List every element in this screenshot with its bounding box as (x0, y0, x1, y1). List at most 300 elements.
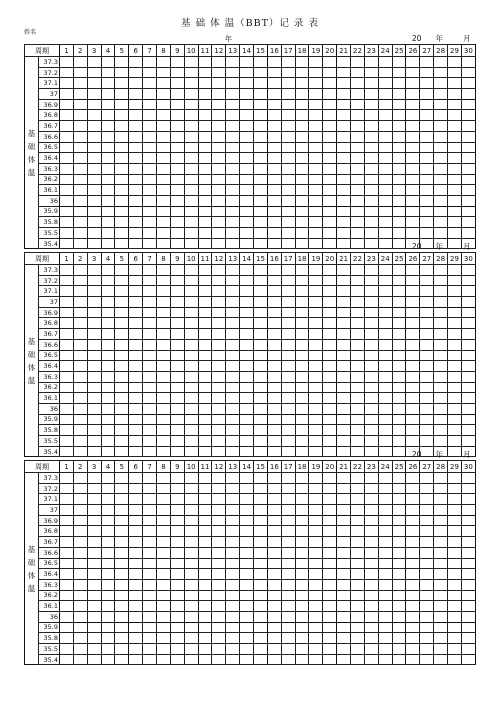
temperature-cell[interactable] (226, 174, 240, 185)
temperature-cell[interactable] (434, 217, 448, 228)
temperature-cell[interactable] (351, 195, 365, 206)
temperature-cell[interactable] (364, 318, 378, 329)
temperature-cell[interactable] (129, 110, 143, 121)
temperature-cell[interactable] (143, 526, 157, 537)
temperature-cell[interactable] (115, 446, 129, 457)
temperature-cell[interactable] (392, 307, 406, 318)
temperature-cell[interactable] (212, 494, 226, 505)
temperature-cell[interactable] (129, 195, 143, 206)
temperature-cell[interactable] (364, 286, 378, 297)
temperature-cell[interactable] (295, 425, 309, 436)
temperature-cell[interactable] (267, 537, 281, 548)
temperature-cell[interactable] (73, 297, 87, 308)
temperature-cell[interactable] (60, 275, 74, 286)
temperature-cell[interactable] (143, 644, 157, 655)
temperature-cell[interactable] (157, 174, 171, 185)
temperature-cell[interactable] (295, 265, 309, 276)
temperature-cell[interactable] (434, 537, 448, 548)
temperature-cell[interactable] (170, 206, 184, 217)
temperature-cell[interactable] (240, 361, 254, 372)
temperature-cell[interactable] (115, 286, 129, 297)
temperature-cell[interactable] (198, 195, 212, 206)
temperature-cell[interactable] (351, 297, 365, 308)
temperature-cell[interactable] (461, 473, 475, 484)
temperature-cell[interactable] (170, 371, 184, 382)
temperature-cell[interactable] (448, 601, 462, 612)
temperature-cell[interactable] (157, 633, 171, 644)
temperature-cell[interactable] (406, 142, 420, 153)
temperature-cell[interactable] (87, 446, 101, 457)
temperature-cell[interactable] (323, 436, 337, 447)
temperature-cell[interactable] (461, 644, 475, 655)
temperature-cell[interactable] (392, 361, 406, 372)
temperature-cell[interactable] (351, 569, 365, 580)
temperature-cell[interactable] (406, 403, 420, 414)
temperature-cell[interactable] (101, 206, 115, 217)
temperature-cell[interactable] (392, 446, 406, 457)
temperature-cell[interactable] (87, 526, 101, 537)
temperature-cell[interactable] (448, 547, 462, 558)
temperature-cell[interactable] (392, 163, 406, 174)
temperature-cell[interactable] (254, 537, 268, 548)
temperature-cell[interactable] (364, 371, 378, 382)
temperature-cell[interactable] (420, 590, 434, 601)
temperature-cell[interactable] (434, 297, 448, 308)
temperature-cell[interactable] (281, 611, 295, 622)
temperature-cell[interactable] (115, 67, 129, 78)
temperature-cell[interactable] (378, 110, 392, 121)
temperature-cell[interactable] (378, 601, 392, 612)
temperature-cell[interactable] (212, 446, 226, 457)
temperature-cell[interactable] (309, 275, 323, 286)
temperature-cell[interactable] (461, 195, 475, 206)
temperature-cell[interactable] (309, 163, 323, 174)
temperature-cell[interactable] (198, 446, 212, 457)
temperature-cell[interactable] (170, 622, 184, 633)
temperature-cell[interactable] (323, 393, 337, 404)
temperature-cell[interactable] (157, 547, 171, 558)
temperature-cell[interactable] (281, 590, 295, 601)
temperature-cell[interactable] (73, 654, 87, 665)
temperature-cell[interactable] (87, 163, 101, 174)
temperature-cell[interactable] (157, 644, 171, 655)
temperature-cell[interactable] (87, 473, 101, 484)
temperature-cell[interactable] (323, 329, 337, 340)
temperature-cell[interactable] (281, 238, 295, 249)
temperature-cell[interactable] (73, 526, 87, 537)
temperature-cell[interactable] (129, 473, 143, 484)
temperature-cell[interactable] (212, 339, 226, 350)
temperature-cell[interactable] (281, 329, 295, 340)
temperature-cell[interactable] (448, 350, 462, 361)
temperature-cell[interactable] (240, 371, 254, 382)
temperature-cell[interactable] (392, 579, 406, 590)
temperature-cell[interactable] (461, 121, 475, 132)
temperature-cell[interactable] (337, 537, 351, 548)
temperature-cell[interactable] (461, 483, 475, 494)
temperature-cell[interactable] (364, 361, 378, 372)
temperature-cell[interactable] (212, 57, 226, 68)
temperature-cell[interactable] (281, 265, 295, 276)
temperature-cell[interactable] (254, 361, 268, 372)
temperature-cell[interactable] (101, 78, 115, 89)
temperature-cell[interactable] (392, 473, 406, 484)
temperature-cell[interactable] (240, 142, 254, 153)
temperature-cell[interactable] (87, 633, 101, 644)
temperature-cell[interactable] (87, 558, 101, 569)
temperature-cell[interactable] (434, 275, 448, 286)
temperature-cell[interactable] (323, 579, 337, 590)
temperature-cell[interactable] (115, 611, 129, 622)
temperature-cell[interactable] (323, 142, 337, 153)
temperature-cell[interactable] (364, 350, 378, 361)
temperature-cell[interactable] (129, 537, 143, 548)
temperature-cell[interactable] (406, 318, 420, 329)
temperature-cell[interactable] (309, 238, 323, 249)
temperature-cell[interactable] (448, 153, 462, 164)
temperature-cell[interactable] (420, 622, 434, 633)
temperature-cell[interactable] (267, 89, 281, 100)
temperature-cell[interactable] (434, 425, 448, 436)
temperature-cell[interactable] (392, 329, 406, 340)
temperature-cell[interactable] (101, 275, 115, 286)
temperature-cell[interactable] (281, 569, 295, 580)
temperature-cell[interactable] (351, 558, 365, 569)
temperature-cell[interactable] (184, 569, 198, 580)
temperature-cell[interactable] (73, 228, 87, 239)
temperature-cell[interactable] (254, 436, 268, 447)
temperature-cell[interactable] (323, 494, 337, 505)
temperature-cell[interactable] (448, 206, 462, 217)
temperature-cell[interactable] (323, 505, 337, 516)
temperature-cell[interactable] (434, 339, 448, 350)
temperature-cell[interactable] (295, 579, 309, 590)
temperature-cell[interactable] (87, 547, 101, 558)
temperature-cell[interactable] (212, 414, 226, 425)
temperature-cell[interactable] (434, 361, 448, 372)
temperature-cell[interactable] (392, 611, 406, 622)
temperature-cell[interactable] (378, 611, 392, 622)
temperature-cell[interactable] (170, 361, 184, 372)
temperature-cell[interactable] (73, 89, 87, 100)
temperature-cell[interactable] (129, 142, 143, 153)
temperature-cell[interactable] (170, 414, 184, 425)
temperature-cell[interactable] (157, 78, 171, 89)
temperature-cell[interactable] (198, 307, 212, 318)
temperature-cell[interactable] (157, 217, 171, 228)
temperature-cell[interactable] (281, 350, 295, 361)
temperature-cell[interactable] (184, 265, 198, 276)
temperature-cell[interactable] (254, 195, 268, 206)
temperature-cell[interactable] (420, 163, 434, 174)
temperature-cell[interactable] (226, 206, 240, 217)
temperature-cell[interactable] (434, 318, 448, 329)
temperature-cell[interactable] (267, 78, 281, 89)
temperature-cell[interactable] (129, 329, 143, 340)
temperature-cell[interactable] (434, 547, 448, 558)
temperature-cell[interactable] (212, 275, 226, 286)
temperature-cell[interactable] (170, 57, 184, 68)
temperature-cell[interactable] (129, 601, 143, 612)
temperature-cell[interactable] (337, 174, 351, 185)
temperature-cell[interactable] (212, 286, 226, 297)
temperature-cell[interactable] (295, 318, 309, 329)
temperature-cell[interactable] (448, 110, 462, 121)
temperature-cell[interactable] (73, 110, 87, 121)
temperature-cell[interactable] (378, 195, 392, 206)
temperature-cell[interactable] (184, 99, 198, 110)
temperature-cell[interactable] (267, 473, 281, 484)
temperature-cell[interactable] (351, 339, 365, 350)
temperature-cell[interactable] (240, 654, 254, 665)
temperature-cell[interactable] (378, 393, 392, 404)
temperature-cell[interactable] (309, 265, 323, 276)
temperature-cell[interactable] (226, 654, 240, 665)
temperature-cell[interactable] (170, 275, 184, 286)
temperature-cell[interactable] (157, 99, 171, 110)
temperature-cell[interactable] (337, 185, 351, 196)
temperature-cell[interactable] (406, 371, 420, 382)
temperature-cell[interactable] (420, 206, 434, 217)
temperature-cell[interactable] (212, 403, 226, 414)
temperature-cell[interactable] (73, 446, 87, 457)
temperature-cell[interactable] (73, 436, 87, 447)
temperature-cell[interactable] (170, 403, 184, 414)
temperature-cell[interactable] (143, 228, 157, 239)
temperature-cell[interactable] (60, 297, 74, 308)
temperature-cell[interactable] (448, 473, 462, 484)
temperature-cell[interactable] (101, 611, 115, 622)
temperature-cell[interactable] (378, 425, 392, 436)
temperature-cell[interactable] (240, 526, 254, 537)
temperature-cell[interactable] (129, 633, 143, 644)
temperature-cell[interactable] (240, 339, 254, 350)
temperature-cell[interactable] (378, 339, 392, 350)
temperature-cell[interactable] (143, 238, 157, 249)
temperature-cell[interactable] (448, 275, 462, 286)
temperature-cell[interactable] (406, 633, 420, 644)
temperature-cell[interactable] (87, 382, 101, 393)
temperature-cell[interactable] (60, 78, 74, 89)
temperature-cell[interactable] (351, 537, 365, 548)
temperature-cell[interactable] (295, 275, 309, 286)
temperature-cell[interactable] (420, 339, 434, 350)
temperature-cell[interactable] (267, 153, 281, 164)
temperature-cell[interactable] (157, 350, 171, 361)
temperature-cell[interactable] (406, 515, 420, 526)
temperature-cell[interactable] (378, 483, 392, 494)
temperature-cell[interactable] (295, 371, 309, 382)
temperature-cell[interactable] (267, 350, 281, 361)
temperature-cell[interactable] (143, 217, 157, 228)
temperature-cell[interactable] (392, 537, 406, 548)
temperature-cell[interactable] (129, 622, 143, 633)
temperature-cell[interactable] (240, 195, 254, 206)
temperature-cell[interactable] (295, 436, 309, 447)
temperature-cell[interactable] (309, 142, 323, 153)
temperature-cell[interactable] (309, 286, 323, 297)
temperature-cell[interactable] (184, 142, 198, 153)
temperature-cell[interactable] (60, 121, 74, 132)
temperature-cell[interactable] (254, 371, 268, 382)
temperature-cell[interactable] (337, 633, 351, 644)
temperature-cell[interactable] (212, 526, 226, 537)
temperature-cell[interactable] (461, 569, 475, 580)
temperature-cell[interactable] (461, 110, 475, 121)
temperature-cell[interactable] (170, 153, 184, 164)
temperature-cell[interactable] (461, 228, 475, 239)
temperature-cell[interactable] (461, 174, 475, 185)
temperature-cell[interactable] (129, 526, 143, 537)
temperature-cell[interactable] (170, 590, 184, 601)
temperature-cell[interactable] (364, 339, 378, 350)
temperature-cell[interactable] (448, 163, 462, 174)
temperature-cell[interactable] (323, 121, 337, 132)
temperature-cell[interactable] (295, 494, 309, 505)
temperature-cell[interactable] (198, 569, 212, 580)
temperature-cell[interactable] (281, 78, 295, 89)
temperature-cell[interactable] (129, 494, 143, 505)
temperature-cell[interactable] (212, 195, 226, 206)
temperature-cell[interactable] (129, 275, 143, 286)
temperature-cell[interactable] (198, 547, 212, 558)
temperature-cell[interactable] (101, 436, 115, 447)
temperature-cell[interactable] (364, 425, 378, 436)
temperature-cell[interactable] (309, 297, 323, 308)
temperature-cell[interactable] (448, 265, 462, 276)
temperature-cell[interactable] (406, 361, 420, 372)
temperature-cell[interactable] (184, 89, 198, 100)
temperature-cell[interactable] (364, 483, 378, 494)
temperature-cell[interactable] (267, 654, 281, 665)
temperature-cell[interactable] (281, 339, 295, 350)
temperature-cell[interactable] (198, 131, 212, 142)
temperature-cell[interactable] (129, 558, 143, 569)
temperature-cell[interactable] (392, 371, 406, 382)
temperature-cell[interactable] (101, 89, 115, 100)
temperature-cell[interactable] (73, 329, 87, 340)
temperature-cell[interactable] (198, 110, 212, 121)
temperature-cell[interactable] (170, 228, 184, 239)
temperature-cell[interactable] (73, 590, 87, 601)
temperature-cell[interactable] (392, 99, 406, 110)
temperature-cell[interactable] (295, 515, 309, 526)
temperature-cell[interactable] (60, 110, 74, 121)
temperature-cell[interactable] (378, 350, 392, 361)
temperature-cell[interactable] (295, 382, 309, 393)
temperature-cell[interactable] (461, 206, 475, 217)
temperature-cell[interactable] (87, 403, 101, 414)
temperature-cell[interactable] (240, 537, 254, 548)
temperature-cell[interactable] (267, 121, 281, 132)
temperature-cell[interactable] (323, 601, 337, 612)
temperature-cell[interactable] (378, 329, 392, 340)
temperature-cell[interactable] (198, 163, 212, 174)
temperature-cell[interactable] (157, 436, 171, 447)
temperature-cell[interactable] (420, 217, 434, 228)
temperature-cell[interactable] (254, 505, 268, 516)
temperature-cell[interactable] (406, 67, 420, 78)
temperature-cell[interactable] (309, 558, 323, 569)
temperature-cell[interactable] (267, 494, 281, 505)
temperature-cell[interactable] (281, 414, 295, 425)
temperature-cell[interactable] (406, 217, 420, 228)
temperature-cell[interactable] (184, 350, 198, 361)
temperature-cell[interactable] (364, 505, 378, 516)
temperature-cell[interactable] (212, 238, 226, 249)
temperature-cell[interactable] (226, 526, 240, 537)
temperature-cell[interactable] (434, 99, 448, 110)
temperature-cell[interactable] (60, 611, 74, 622)
temperature-cell[interactable] (420, 558, 434, 569)
temperature-cell[interactable] (364, 121, 378, 132)
temperature-cell[interactable] (281, 558, 295, 569)
temperature-cell[interactable] (267, 611, 281, 622)
temperature-cell[interactable] (115, 307, 129, 318)
temperature-cell[interactable] (143, 473, 157, 484)
temperature-cell[interactable] (295, 142, 309, 153)
temperature-cell[interactable] (73, 163, 87, 174)
temperature-cell[interactable] (434, 601, 448, 612)
temperature-cell[interactable] (448, 569, 462, 580)
temperature-cell[interactable] (364, 67, 378, 78)
temperature-cell[interactable] (143, 318, 157, 329)
temperature-cell[interactable] (184, 361, 198, 372)
temperature-cell[interactable] (309, 601, 323, 612)
temperature-cell[interactable] (254, 297, 268, 308)
temperature-cell[interactable] (101, 515, 115, 526)
temperature-cell[interactable] (129, 436, 143, 447)
temperature-cell[interactable] (434, 121, 448, 132)
temperature-cell[interactable] (267, 99, 281, 110)
temperature-cell[interactable] (184, 131, 198, 142)
temperature-cell[interactable] (212, 217, 226, 228)
temperature-cell[interactable] (157, 185, 171, 196)
temperature-cell[interactable] (461, 611, 475, 622)
temperature-cell[interactable] (406, 622, 420, 633)
temperature-cell[interactable] (157, 121, 171, 132)
temperature-cell[interactable] (323, 382, 337, 393)
temperature-cell[interactable] (448, 57, 462, 68)
temperature-cell[interactable] (60, 206, 74, 217)
temperature-cell[interactable] (226, 131, 240, 142)
temperature-cell[interactable] (461, 547, 475, 558)
temperature-cell[interactable] (378, 579, 392, 590)
temperature-cell[interactable] (406, 483, 420, 494)
temperature-cell[interactable] (73, 601, 87, 612)
temperature-cell[interactable] (170, 654, 184, 665)
temperature-cell[interactable] (73, 494, 87, 505)
temperature-cell[interactable] (295, 414, 309, 425)
temperature-cell[interactable] (420, 350, 434, 361)
temperature-cell[interactable] (157, 601, 171, 612)
temperature-cell[interactable] (281, 131, 295, 142)
temperature-cell[interactable] (420, 185, 434, 196)
temperature-cell[interactable] (254, 153, 268, 164)
temperature-cell[interactable] (157, 371, 171, 382)
temperature-cell[interactable] (448, 579, 462, 590)
temperature-cell[interactable] (392, 195, 406, 206)
temperature-cell[interactable] (461, 339, 475, 350)
temperature-cell[interactable] (226, 57, 240, 68)
temperature-cell[interactable] (351, 318, 365, 329)
temperature-cell[interactable] (60, 185, 74, 196)
temperature-cell[interactable] (378, 57, 392, 68)
temperature-cell[interactable] (212, 99, 226, 110)
temperature-cell[interactable] (226, 371, 240, 382)
temperature-cell[interactable] (129, 238, 143, 249)
temperature-cell[interactable] (73, 425, 87, 436)
